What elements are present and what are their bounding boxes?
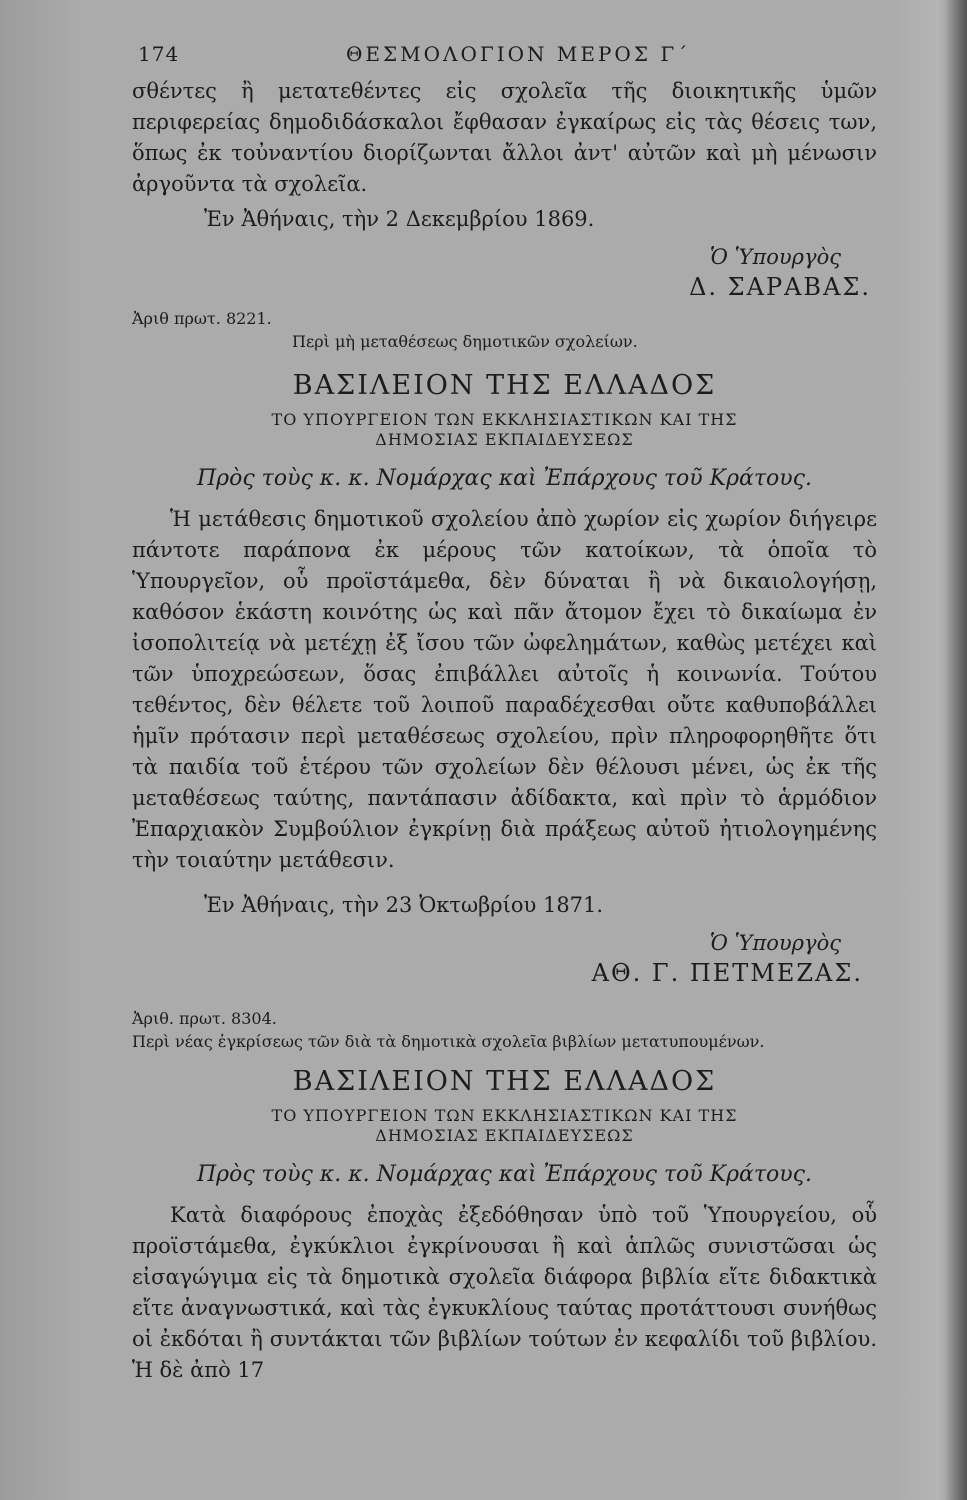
- page-header: [132, 42, 877, 76]
- addressee: Πρὸς τοὺς κ. κ. Νομάρχας καὶ Ἐπάρχους τοῦ Κράτους.: [197, 466, 812, 491]
- signatory-name: ΑΘ. Γ. ΠΕΤΜΕΖΑΣ.: [591, 959, 863, 987]
- kingdom-heading: ΒΑΣΙΛΕΙΟΝ ΤΗΣ ΕΛΛΑΔΟΣ: [292, 370, 717, 401]
- body-paragraph: Κατὰ διαφόρους ἐποχὰς ἐξεδόθησαν ὑπὸ τοῦ Ὑπουργείου, οὗ προϊστάμεθα, ἐγκύκλιοι ἐγκρίνουσαι ἢ καὶ ἁπλῶς συνιστῶσαι ὡς εἰσαγώγιμα εἰς τὰ δημοτικὰ σχολεῖα διάφορα βιβλία εἴτε διδακτικὰ εἴτε ἀναγνωστικά, καὶ τὰς ἐγκυκλίους ταύτας προτάττουσι συνήθως οἱ ἐκδόται ἢ συντάκται τῶν βιβλίων τούτων ἐν κεφαλίδι τοῦ βιβλίου. Ἡ δὲ ἀπὸ 17: [132, 1203, 877, 1382]
- subject-line: Περὶ μὴ μεταθέσεως δημοτικῶν σχολείων.: [292, 332, 638, 351]
- body-paragraph: Ἡ μετάθεσις δημοτικοῦ σχολείου ἀπὸ χωρίον εἰς χωρίον διήγειρε πάντοτε παράπονα ἐκ μέρους τῶν κατοίκων, τὰ ὁποῖα τὸ Ὑπουργεῖον, οὗ προϊστάμεθα, δὲν δύναται ἢ νὰ δικαιολογήσῃ, καθόσον ἑκάστη κοινότης ὡς καὶ πᾶν ἄτομον ἔχει τὸ δικαίωμα ἐν ἰσοπολιτείᾳ νὰ μετέχῃ ἐξ ἴσου τῶν ὠφελημάτων, καθὼς μετέχει καὶ τῶν ὑποχρεώσεων, ὅσας ἐπιβάλλει αὐτοῖς ἡ κοινωνία. Τούτου τεθέντος, δὲν θέλετε τοῦ λοιποῦ παραδέχεσθαι οὔτε καθυποβάλλει ἡμῖν πρότασιν περὶ μεταθέσεως σχολείου, πρὶν πληροφορηθῆτε ὅτι τὰ παιδία τοῦ ἑτέρου τῶν σχολείων δὲν θέλουσι μένει, ὡς ἐκ τῆς μεταθέσεως ταύτης, παντάπασιν ἀδίδακτα, καὶ πρὶν τὸ ἁρμόδιον Ἐπαρχιακὸν Συμβούλιον ἐγκρίνῃ διὰ πράξεως αὐτοῦ ἠτιολογημένης τὴν τοιαύτην μετάθεσιν.: [132, 507, 877, 872]
- page-number: 174: [138, 42, 180, 66]
- continuation-paragraph: σθέντες ἢ μετατεθέντες εἰς σχολεῖα τῆς διοικητικῆς ὑμῶν περιφερείας δημοδιδάσκαλοι ἔφθασαν ἐγκαίρως εἰς τὰς θέσεις των, ὅπως ἐκ τοὐναντίου διορίζωνται ἄλλοι ἀντ' αὐτῶν καὶ μὴ μένωσιν ἀργοῦντα τὰ σχολεῖα.: [132, 79, 877, 196]
- signatory-title: Ὁ Ὑπουργὸς: [709, 245, 841, 269]
- decree-1869: [132, 76, 877, 302]
- kingdom-heading: ΒΑΣΙΛΕΙΟΝ ΤΗΣ ΕΛΛΑΔΟΣ: [292, 1066, 717, 1097]
- signatory-name: Δ. ΣΑΡΑΒΑΣ.: [689, 273, 871, 301]
- dateline: Ἐν Ἀθήναις, τὴν 2 Δεκεμβρίου 1869.: [204, 207, 595, 231]
- signatory-title: Ὁ Ὑπουργὸς: [709, 931, 841, 955]
- addressee: Πρὸς τοὺς κ. κ. Νομάρχας καὶ Ἐπάρχους τοῦ Κράτους.: [197, 1162, 812, 1187]
- protocol-number: Ἀριθ πρωτ. 8221.: [132, 309, 272, 328]
- ministry-line-1: ΤΟ ΥΠΟΥΡΓΕΙΟΝ ΤΩΝ ΕΚΚΛΗΣΙΑΣΤΙΚΩΝ ΚΑΙ ΤΗΣ: [271, 410, 738, 429]
- running-head: ΘΕΣΜΟΛΟΓΙΟΝ ΜΕΡΟΣ Γ΄: [346, 42, 691, 66]
- ministry-line-1: ΤΟ ΥΠΟΥΡΓΕΙΟΝ ΤΩΝ ΕΚΚΛΗΣΙΑΣΤΙΚΩΝ ΚΑΙ ΤΗΣ: [271, 1106, 738, 1125]
- ministry-line-2: ΔΗΜΟΣΙΑΣ ΕΚΠΑΙΔΕΥΣΕΩΣ: [375, 1126, 634, 1145]
- subject-line: Περὶ νέας ἐγκρίσεως τῶν διὰ τὰ δημοτικὰ σχολεῖα βιβλίων μετατυπουμένων.: [132, 1032, 765, 1051]
- decree-8304: [132, 1008, 877, 1386]
- document-content: [132, 42, 877, 1386]
- dateline: Ἐν Ἀθήναις, τὴν 23 Ὀκτωβρίου 1871.: [204, 893, 604, 917]
- decree-8221: [132, 308, 877, 988]
- page-edge-shadow: [945, 0, 967, 1500]
- protocol-number: Ἀριθ. πρωτ. 8304.: [132, 1009, 277, 1028]
- ministry-line-2: ΔΗΜΟΣΙΑΣ ΕΚΠΑΙΔΕΥΣΕΩΣ: [375, 430, 634, 449]
